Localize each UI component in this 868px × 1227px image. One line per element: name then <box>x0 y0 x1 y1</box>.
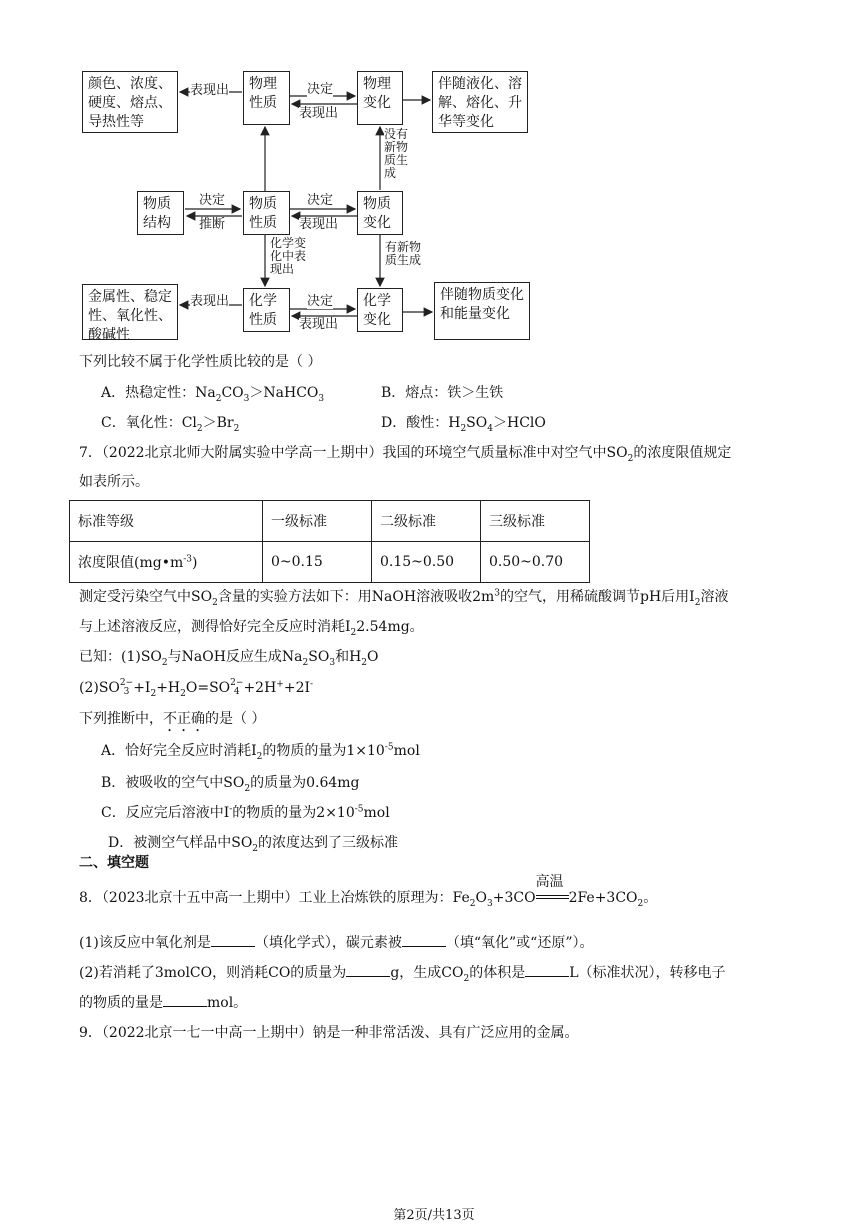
q7-a-unit: mol <box>393 743 420 759</box>
q8-1-co: +3CO <box>492 890 536 906</box>
label-show-out-3: 表现出 <box>299 217 339 232</box>
q7-p1-b: 含量的实验方法如下：用NaOH溶液吸收2m <box>217 589 495 605</box>
box-chemical-property: 化学性质 <box>243 288 290 332</box>
q8-condition-text: 高温 <box>535 874 564 890</box>
q8-sub2: (2)若消耗了3molCO，则消耗CO的质量为 g，生成$CO_2$的体积是 L（标准状况），转移电子 <box>79 962 726 983</box>
q7-c-unit: mol <box>363 805 390 821</box>
q7-p1-a: 测定受污染空气中SO <box>79 589 213 605</box>
q7-method-line2: 与上述溶液反应，测得恰好完全反应时消耗$I_22.54mg$。 <box>79 619 424 638</box>
label-chem-change-show: 化学变化中表现出 <box>270 237 316 276</box>
q6-a-text3: ＞NaHCO <box>249 385 319 401</box>
box-chemical-change: 化学变化 <box>357 288 403 332</box>
q7-p1-d: 溶液 <box>700 589 729 605</box>
q7-stem-b: 的是（ ） <box>205 711 266 727</box>
table-header-cell: 二级标准 <box>372 501 481 542</box>
label-show-out-5: 表现出 <box>299 317 339 332</box>
q9-stem: 9．（2022北京一七一中高一上期中）钠是一种非常活泼、具有广泛应用的金属。 <box>79 1025 579 1041</box>
section-title-fill-in: 二、填空题 <box>79 855 149 871</box>
q6-a-text1: A．热稳定性：Na <box>101 385 216 401</box>
q7-p2-b: 2.54mg。 <box>356 619 424 635</box>
box-chemical-properties-examples: 金属性、稳定性、氧化性、酸碱性 <box>82 284 178 340</box>
q7-a-2: 的物质的量为1×10 <box>262 743 385 759</box>
q6-d-text2: SO <box>466 415 488 431</box>
blank-oxidizer[interactable] <box>211 932 255 947</box>
q6-option-d[interactable]: D．酸性：$H_2SO_4>HClO$ <box>381 415 546 434</box>
q7-d-1: D．被测空气样品中SO <box>108 835 253 851</box>
label-show-out-2: 表现出 <box>299 106 339 121</box>
q7-known2: (2)SO 2− 3 $+I_2+H_2O=SO$ 2− 4 +2H++2I- <box>79 678 314 699</box>
q6-c-text2: ＞Br <box>202 415 234 431</box>
q7-k2-c: +H <box>156 680 181 696</box>
row-label-text: 浓度限值(mg•m <box>78 555 184 571</box>
label-infer: 推断 <box>199 217 226 232</box>
q8-s1-b: （填化学式），碳元素被 <box>254 935 402 951</box>
q7-k2-b: +I <box>133 680 151 696</box>
box-physical-properties-examples: 颜色、浓度、硬度、熔点、导热性等 <box>82 71 178 133</box>
q8-s3-a: 的物质的量是 <box>79 995 163 1011</box>
q8-condition <box>535 874 569 908</box>
table-cell: 0~0.15 <box>263 542 372 583</box>
q7-known1: 已知：$(1)SO_2$与NaOH反应生成$Na_2SO_3$和$H_2O$ <box>79 649 379 668</box>
q7-line2: 如表所示。 <box>79 474 149 490</box>
label-decide-4: 决定 <box>307 294 334 309</box>
q6-c-text1: C．氧化性：Cl <box>101 415 197 431</box>
q8-1-b: 2Fe+3CO <box>568 890 638 906</box>
q6-d-text1: D．酸性：H <box>381 415 461 431</box>
q7-stem-emphasis: 不正确 <box>163 711 205 727</box>
q6-option-c[interactable]: C．氧化性：$Cl_2>Br_2$ <box>101 415 240 434</box>
q7-p1-c: 的空气，用稀硫酸调节pH后用I <box>500 589 695 605</box>
q7-method-line1: 测定受污染空气中$SO_2$含量的实验方法如下：用NaOH溶液吸收$2m^3$的空气，用稀硫酸调节pH后用$I_2$溶液 <box>79 588 729 608</box>
q7-k2-d: O=SO <box>185 680 231 696</box>
q8-s1-c: （填“氧化”或“还原”）。 <box>445 935 594 951</box>
q7-k2-e: +2H <box>243 680 277 696</box>
q8-s2-c: 的体积是 <box>469 965 526 981</box>
q7-stem <box>79 709 265 735</box>
q7-line1-b: 的浓度限值规定 <box>633 445 732 461</box>
q7-c-2: 的物质的量为2×10 <box>232 805 355 821</box>
standard-table <box>69 500 590 583</box>
table-cell: 0.15~0.50 <box>372 542 481 583</box>
q7-b-1: B．被吸收的空气中SO <box>101 775 245 791</box>
table-header-cell: 标准等级 <box>70 501 263 542</box>
table-row-label <box>70 542 263 583</box>
q8-1-o: O <box>475 890 487 906</box>
label-show-out-4: 表现出 <box>190 294 230 309</box>
q7-line1-a: 7．（2022北京北师大附属实验中学高一上期中）我国的环境空气质量标准中对空气中SO <box>79 445 628 461</box>
box-physical-change: 物理变化 <box>357 71 403 125</box>
q7-k1-e: O <box>367 649 379 665</box>
q7-option-a[interactable]: A．恰好完全反应时消耗$I_2$的物质的量为$1\times 10^{-5}mol$ <box>101 742 420 762</box>
q7-k1-a: 已知：(1)SO <box>79 649 162 665</box>
q7-k1-b: 与NaOH反应生成Na <box>167 649 303 665</box>
label-no-new-substance: 没有新物质生成 <box>384 128 414 180</box>
box-substance-property: 物质性质 <box>243 191 290 235</box>
table-row <box>70 542 590 583</box>
q8-s2-d: L（标准状况），转移电子 <box>569 965 726 981</box>
q6-option-b[interactable]: B．熔点：铁＞生铁 <box>381 385 504 401</box>
q7-d-2: 的浓度达到了三级标准 <box>258 835 399 851</box>
table-row <box>70 501 590 542</box>
blank-co-mass[interactable] <box>346 962 390 977</box>
q7-c-1: C．反应完后溶液中I <box>101 805 230 821</box>
label-new-substance: 有新物质生成 <box>385 241 431 267</box>
label-show-out-1: 表现出 <box>190 83 230 98</box>
q7-p2-a: 与上述溶液反应，测得恰好完全反应时消耗I <box>79 619 351 635</box>
q8-sub3 <box>79 992 247 1013</box>
q8-line1: 8．（2023北京十五中高一上期中）工业上冶炼铁的原理为：$Fe_2O_3+3CO$ 高温 $2Fe+3CO_2$。 <box>79 874 658 909</box>
q8-sub1 <box>79 932 593 953</box>
q7-stem-a: 下列推断中， <box>79 711 163 727</box>
label-decide-2: 决定 <box>199 193 226 208</box>
q7-line1: 7．（2022北京北师大附属实验中学高一上期中）我国的环境空气质量标准中对空气中$SO_2$的浓度限值规定 <box>79 445 732 464</box>
q6-option-a[interactable]: A．热稳定性：$Na_2CO_3>NaHCO_3$ <box>101 385 325 404</box>
q7-option-d[interactable]: D．被测空气样品中$SO_2$的浓度达到了三级标准 <box>108 835 399 854</box>
q8-s3-b: mol。 <box>207 995 248 1011</box>
row-label-sup: -3 <box>183 554 193 565</box>
q7-b-2: 的质量为0.64mg <box>250 775 360 791</box>
q7-c-exp: -5 <box>354 804 364 815</box>
q7-option-b[interactable]: B．被吸收的空气中$SO_2$的质量为0.64mg <box>101 775 360 794</box>
q8-s2-b: g，生成CO <box>390 965 464 981</box>
q8-1-a: 8．（2023北京十五中高一上期中）工业上冶炼铁的原理为：Fe <box>79 890 470 906</box>
page-footer: 第2页/共13页 <box>393 1208 475 1223</box>
box-chemical-change-accompany: 伴随物质变化和能量变化 <box>434 282 530 340</box>
blank-carbon[interactable] <box>402 932 446 947</box>
box-substance-change: 物质变化 <box>357 191 403 235</box>
q7-a-exp: -5 <box>384 742 394 753</box>
q7-k1-d: 和H <box>335 649 362 665</box>
blank-co2-volume[interactable] <box>525 962 569 977</box>
q6-d-text3: ＞HClO <box>492 415 546 431</box>
box-substance-structure: 物质结构 <box>137 191 184 235</box>
table-cell: 0.50~0.70 <box>481 542 590 583</box>
q7-k2-f: +2I <box>283 680 311 696</box>
table-header-cell: 一级标准 <box>263 501 372 542</box>
row-label-close: ) <box>192 555 198 571</box>
box-physical-change-accompany: 伴随液化、溶解、熔化、升华等变化 <box>432 71 528 133</box>
q7-k2-a: (2)SO <box>79 680 120 696</box>
q7-option-c[interactable]: C．反应完后溶液中I-的物质的量为$2\times 10^{-5}mol$ <box>101 804 390 821</box>
label-decide-1: 决定 <box>307 82 334 97</box>
q7-a-1: A．恰好完全反应时消耗I <box>101 743 257 759</box>
box-physical-property: 物理性质 <box>243 71 290 125</box>
q6-a-text2: CO <box>221 385 244 401</box>
label-decide-3: 决定 <box>307 193 334 208</box>
blank-electron-moles[interactable] <box>163 992 207 1007</box>
table-header-cell: 三级标准 <box>481 501 590 542</box>
q6-stem: 下列比较不属于化学性质比较的是（ ） <box>79 354 322 370</box>
q7-k1-c: SO <box>308 649 330 665</box>
q8-s2-a: (2)若消耗了3molCO，则消耗CO的质量为 <box>79 965 347 981</box>
q8-s1-a: (1)该反应中氧化剂是 <box>79 935 211 951</box>
